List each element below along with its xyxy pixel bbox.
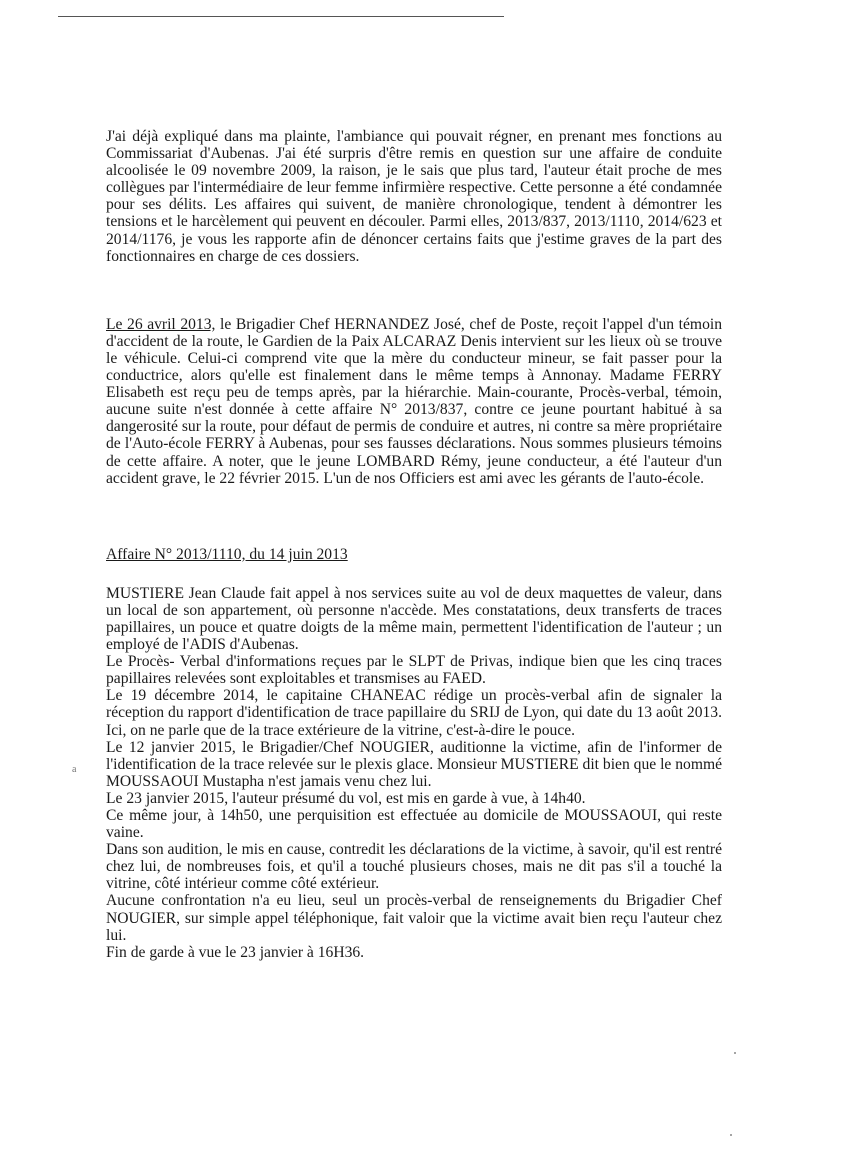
top-rule	[58, 16, 504, 17]
april-date: Le 26 avril 2013,	[106, 315, 216, 333]
document-body	[106, 128, 722, 961]
affaire-line: Dans son audition, le mis en cause, contredit les déclarations de la victime, à savoir, qu'il est rentré chez lui, de nombreuses fois, et qu'il a touché plusieurs choses, mais ne dit pas s'il a touché la vitrine, côté intérieur comme côté extérieur.	[106, 841, 722, 893]
scan-speck	[734, 1052, 736, 1054]
affaire-line: Aucune confrontation n'a eu lieu, seul un procès-verbal de renseignements du Brigadier Chef NOUGIER, sur simple appel téléphonique, fait valoir que la victime avait bien reçu l'auteur chez lui.	[106, 892, 722, 944]
margin-mark: a	[72, 764, 77, 775]
scan-speck	[730, 1134, 732, 1136]
april-body: le Brigadier Chef HERNANDEZ José, chef de Poste, reçoit l'appel d'un témoin d'accident de la route, le Gardien de la Paix ALCARAZ Denis intervient sur les lieux où se trouve le véhicule. Celui-ci comprend vite que la mère du conducteur mineur, se fait passer pour la conductrice, alors qu'elle est finalement dans le même temps à Annonay. Madame FERRY Elisabeth est reçu peu de temps après, par la hiérarchie. Main-courante, Procès-verbal, témoin, aucune suite n'est donnée à cette affaire N° 2013/837, contre ce jeune pourtant habitué à sa dangerosité sur la route, pour défaut de permis de conduire et autres, ni contre sa mère propriétaire de l'Auto-école FERRY à Aubenas, pour ses fausses déclarations. Nous sommes plusieurs témoins de cette affaire. A noter, que le jeune LOMBARD Rémy, jeune conducteur, a été l'auteur d'un accident grave, le 22 février 2015. L'un de nos Officiers est ami avec les gérants de l'auto-école.	[106, 315, 722, 487]
affaire-line: Le 19 décembre 2014, le capitaine CHANEAC rédige un procès-verbal afin de signaler la réception du rapport d'identification de trace papillaire du SRIJ de Lyon, qui date du 13 août 2013. Ici, on ne parle que de la trace extérieure de la vitrine, c'est-à-dire le pouce.	[106, 687, 722, 739]
affaire-line: MUSTIERE Jean Claude fait appel à nos services suite au vol de deux maquettes de valeur, dans un local de son appartement, où personne n'accède. Mes constatations, deux transferts de traces papillaires, un pouce et quatre doigts de la même main, permettent l'identification de l'auteur ; un employé de l'ADIS d'Aubenas.	[106, 584, 722, 654]
affaire-line: Ce même jour, à 14h50, une perquisition est effectuée au domicile de MOUSSAOUI, qui reste vaine.	[106, 807, 722, 842]
affaire-line: Fin de garde à vue le 23 janvier à 16H36.	[106, 943, 365, 961]
april-paragraph	[106, 316, 722, 487]
affaire-body	[106, 585, 722, 961]
affaire-line: Le 12 janvier 2015, le Brigadier/Chef NOUGIER, auditionne la victime, afin de l'informer de l'identification de la trace relevée sur le plexis glace. Monsieur MUSTIERE dit bien que le nommé MOUSSAOUI Mustapha n'est jamais venu chez lui.	[106, 738, 722, 790]
intro-paragraph: J'ai déjà expliqué dans ma plainte, l'ambiance qui pouvait régner, en prenant mes fonctions au Commissariat d'Aubenas. J'ai été surpris d'être remis en question sur une affaire de conduite alcoolisée le 09 novembre 2009, la raison, je le sais que plus tard, l'auteur était proche de mes collègues par l'intermédiaire de leur femme infirmière respective. Cette personne a été condamnée pour ses délits. Les affaires qui suivent, de manière chronologique, tendent à démontrer les tensions et le harcèlement qui peuvent en découler. Parmi elles, 2013/837, 2013/1110, 2014/623 et 2014/1176, je vous les rapporte afin de dénoncer certains faits que j'estime graves de la part des fonctionnaires en charge de ces dossiers.	[106, 128, 722, 265]
affaire-line: Le Procès- Verbal d'informations reçues par le SLPT de Privas, indique bien que les cinq traces papillaires relevées sont exploitables et transmises au FAED.	[106, 653, 722, 688]
affaire-line: Le 23 janvier 2015, l'auteur présumé du vol, est mis en garde à vue, à 14h40.	[106, 789, 586, 807]
affaire-heading: Affaire N° 2013/1110, du 14 juin 2013	[106, 545, 348, 563]
